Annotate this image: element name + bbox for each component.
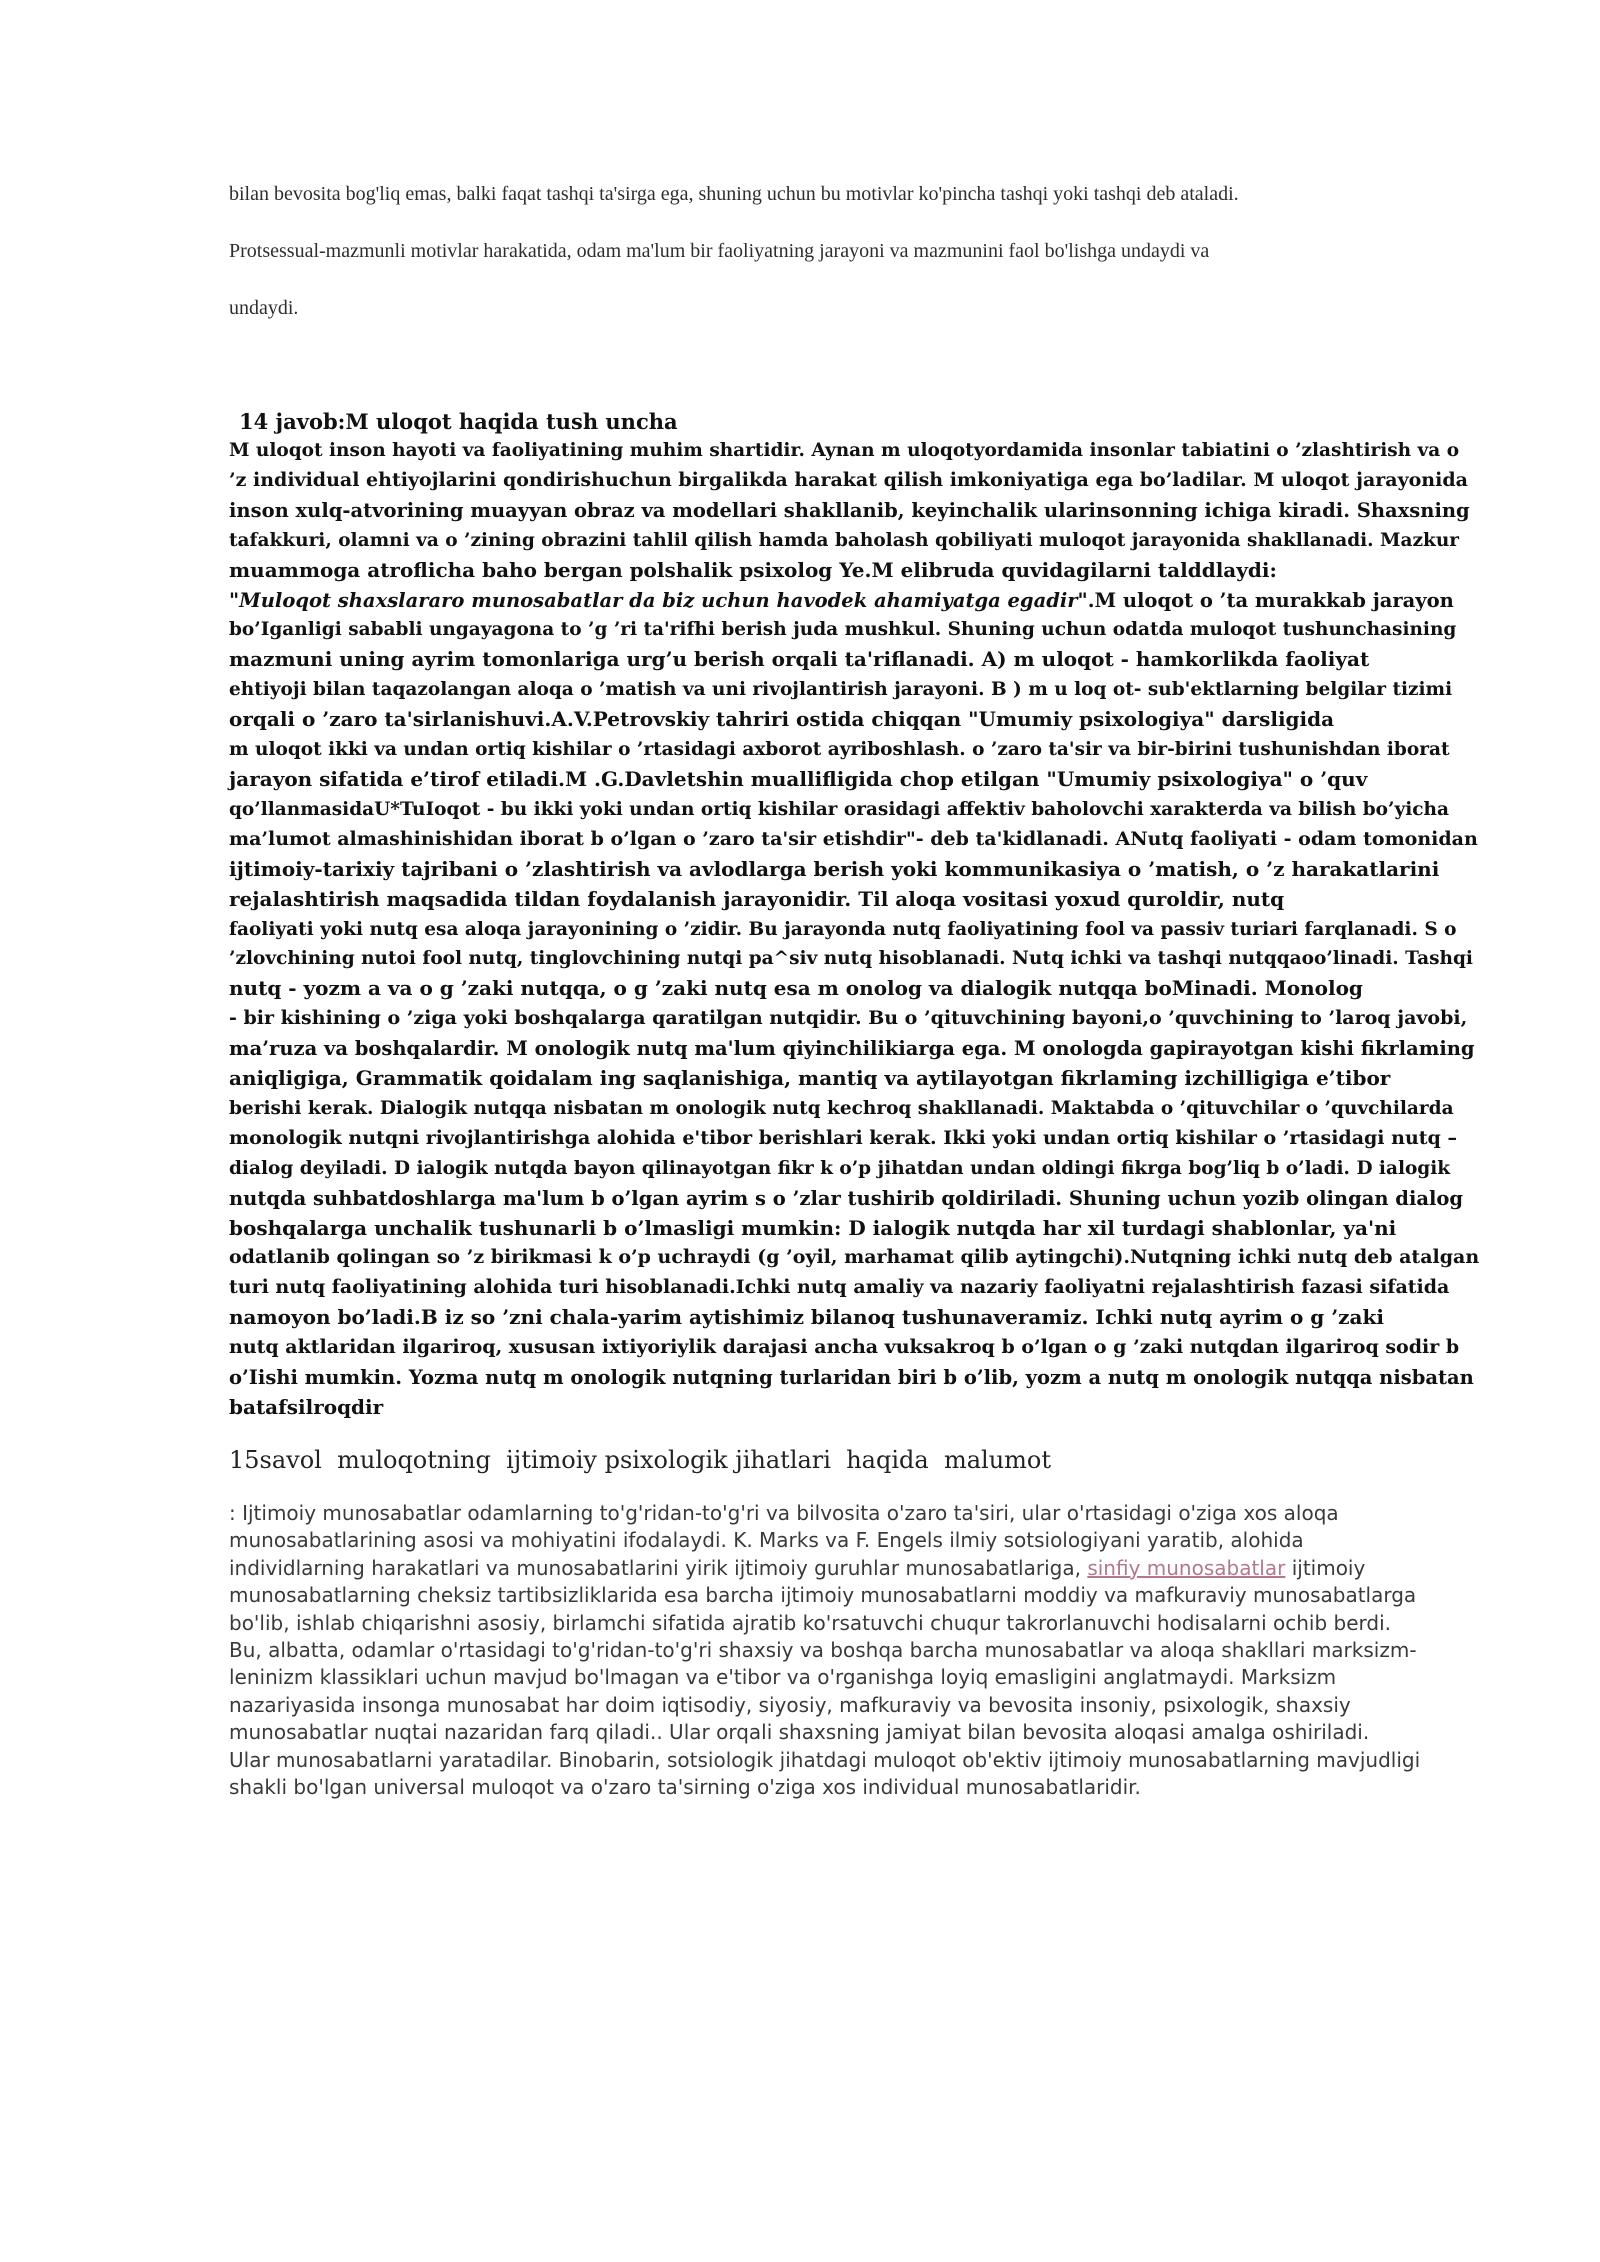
q15-line: Ular munosabatlarni yaratadilar. Binobarin, sotsiologik jihatdagi muloqot ob'ektiv ijtimoiy munosabatlarning mavjudligi (229, 1747, 1421, 1772)
q15-line: Bu, albatta, odamlar o'rtasidagi to'g'ridan-to'g'ri shaxsiy va boshqa barcha munosabatlar va aloqa shakllari marksizm- (229, 1638, 1417, 1663)
answer-line: odatlanib qolingan so ’z birikmasi k o’p uchraydi (g ’oyil, marhamat qilib aytingchi).Nutqning ichki nutq deb atalgan (229, 1246, 1480, 1269)
q15-line: munosabatlar nuqtai nazaridan farq qiladi.. Ular orqali shaxsning jamiyat bilan bevosita aloqasi amalga oshiriladi. (229, 1720, 1370, 1745)
answer-line: tafakkuri, olamni va o ’zining obrazini tahlil qilish hamda baholash qobiliyati muloqot jarayonida shakllanadi. Mazkur (229, 529, 1460, 551)
answer-line: orqali o ’zaro ta'sirlanishuvi.A.V.Petrovskiy tahriri ostida chiqqan "Umumiy psixologiya" darsligida (229, 707, 1335, 732)
q15-line-before-link: individlarning harakatlari va munosabatlarini yirik ijtimoiy guruhlar munosabatlariga, (229, 1555, 1088, 1580)
meliubruda-quote: "Muloqot shaxslararo munosabatlar da biz uchun havodek ahamiyatga egadir" (229, 588, 1088, 612)
answer-line: ma’ruza va boshqalardir. M onologik nutq ma'lum qiyinchilikiarga ega. M onologda gapirayotgan kishi fikrlaming (229, 1037, 1475, 1061)
question-15-heading: 15savol muloqotning ijtimoiy psixologik jihatlari haqida malumot (229, 1446, 1051, 1474)
q15-line: nazariyasida insonga munosabat har doim iqtisodiy, siyosiy, mafkuraviy va bevosita insoniy, psixologik, shaxsiy (229, 1692, 1351, 1717)
answer-line: - bir kishining o ’ziga yoki boshqalarga qaratilgan nutqidir. Bu o ’qituvchining bayoni,o ’quvchining to ’laroq javobi, (229, 1007, 1468, 1030)
answer-line: jarayon sifatida e’tirof etiladi.M .G.Davletshin muallifligida chop etilgan "Umumiy psixologiya" o ’quv (229, 766, 1368, 791)
q15-line: : Ijtimoiy munosabatlar odamlarning to'g'ridan-to'g'ri va bilvosita o'zaro ta'siri, ular o'rtasidagi o'ziga xos aloqa (229, 1501, 1339, 1525)
q15-line-with-link (229, 1555, 1489, 1582)
q15-line: bo'lib, ishlab chiqarishni asosiy, birlamchi sifatida ajratib ko'rsatuvchi chuqur takrorlanuvchi hodisalarni ochib berdi. (229, 1610, 1391, 1635)
answer-line: m uloqot ikki va undan ortiq kishilar o ’rtasidagi axborot ayriboshlash. o ’zaro ta'sir va bir-birini tushunishdan iborat (229, 739, 1450, 761)
answer-line: nutq - yozm a va o g ’zaki nutqqa, o g ’zaki nutq esa m onolog va dialogik nutqqa boMinadi. Monolog (229, 976, 1363, 1001)
answer-line: ma’lumot almashinishidan iborat b o’lgan o ’zaro ta'sir etishdir"- deb ta'kidlanadi. ANutq faoliyati - odam tomonidan (229, 827, 1478, 850)
answer-line: muammoga atroflicha baho bergan polshalik psixolog Ye.M elibruda quvidagilarni talddlaydi: (229, 557, 1277, 582)
answer-quote-line (229, 586, 1479, 616)
answer-line: mazmuni uning ayrim tomonlariga urg’u berish orqali ta'riflanadi. A) m uloqot - hamkorlikda faoliyat (229, 647, 1370, 672)
answer-line: o’Iishi mumkin. Yozma nutq m onologik nutqning turlaridan biri b o’lib, yozm a nutq m onologik nutqqa nisbatan (229, 1366, 1474, 1390)
answer-line: rejalashtirish maqsadida tildan foydalanish jarayonidir. Til aloqa vositasi yoxud quroldir, nutq (229, 886, 1285, 911)
answer-line: M uloqot inson hayoti va faoliyatining muhim shartidir. Aynan m uloqotyordamida insonlar tabiatini o ’zlashtirish va o (229, 440, 1460, 461)
answer-14-body (229, 436, 1479, 1423)
answer-line: turi nutq faoliyatining alohida turi hisoblanadi.Ichki nutq amaliy va nazariy faoliyatni rejalashtirish fazasi sifatida (229, 1276, 1450, 1299)
answer-line: batafsilroqdir (229, 1395, 384, 1419)
answer-line: monologik nutqni rivojlantirishga alohida e'tibor berishlari kerak. Ikki yoki undan ortiq kishilar o ’rtasidagi nutq – (229, 1126, 1457, 1149)
answer-line: inson xulq-atvorining muayyan obraz va modellari shakllanib, keyinchalik ularinsonning ichiga kiradi. Shaxsning (229, 498, 1470, 522)
q15-line-after-link: ijtimoiy (1285, 1555, 1366, 1580)
answer-line: nutq aktlaridan ilgariroq, xususan ixtiyoriylik darajasi ancha vuksakroq b o’lgan o g ’zaki nutqdan ilgariroq sodir b (229, 1336, 1460, 1359)
answer-line: aniqligiga, Grammatik qoidalam ing saqlanishiga, mantiq va aytilayotgan fikrlaming izchilligiga e’tibor (229, 1066, 1391, 1091)
question-15-body (229, 1500, 1489, 1801)
intro-paragraph-line: Protsessual-mazmunli motivlar harakatida, odam ma'lum bir faoliyatning jarayoni va mazmunini faol bo'lishga undaydi va (229, 240, 1210, 262)
answer-line: ’z individual ehtiyojlarini qondirishuchun birgalikda harakat qilish imkoniyatiga ega bo’ladilar. M uloqot jarayonida (229, 468, 1468, 491)
answer-line: ehtiyoji bilan taqazolangan aloqa o ’matish va uni rivojlantirish jarayoni. B ) m u loq ot- sub'ektlarning belgilar tizimi (229, 679, 1453, 701)
answer-line: dialog deyiladi. D ialogik nutqda bayon qilinayotgan fikr k o’p jihatdan undan oldingi fikrga bog’liq b o’ladi. D ialogik (229, 1157, 1451, 1179)
intro-paragraph-line: bilan bevosita bog'liq emas, balki faqat tashqi ta'sirga ega, shuning uchun bu motivlar ko'pincha tashqi yoki tashqi deb ataladi. (229, 183, 1239, 205)
answer-line: ijtimoiy-tarixiy tajribani o ’zlashtirish va avlodlarga berish yoki kommunikasiya o ’matish, o ’z harakatlarini (229, 856, 1440, 881)
quote-tail: .M uloqot o ’ta murakkab jarayon (1087, 588, 1454, 612)
answer-line: nutqda suhbatdoshlarga ma'lum b o’lgan ayrim s o ’zlar tushirib qoldiriladi. Shuning uchun yozib olingan dialog (229, 1186, 1464, 1210)
answer-line: berishi kerak. Dialogik nutqqa nisbatan m onologik nutq kechroq shakllanadi. Maktabda o ’qituvchilar o ’quvchilarda (229, 1097, 1454, 1119)
q15-line: leninizm klassiklari uchun mavjud bo'lmagan va e'tibor va o'rganishga loyiq emasligini anglatmaydi. Marksizm (229, 1665, 1337, 1690)
q15-line: shakli bo'lgan universal muloqot va o'zaro ta'sirning o'ziga xos individual munosabatlaridir. (229, 1775, 1141, 1800)
q15-line: munosabatlarining asosi va mohiyatini ifodalaydi. K. Marks va F. Engels ilmiy sotsiologiyani yaratib, alohida (229, 1528, 1304, 1553)
answer-line: bo’Iganligi sababli ungayagona to ’g ’ri ta'rifhi berish juda mushkul. Shuning uchun odatda muloqot tushunchasining (229, 619, 1457, 641)
answer-line: namoyon bo’ladi.B iz so ’zni chala-yarim aytishimiz bilanoq tushunaveramiz. Ichki nutq ayrim o g ’zaki (229, 1305, 1384, 1330)
answer-line: qo’llanmasidaU*TuIoqot - bu ikki yoki undan ortiq kishilar orasidagi affektiv baholovchi xarakterda va bilish bo’yicha (229, 798, 1449, 820)
answer-line: faoliyati yoki nutq esa aloqa jarayonining o ’zidir. Bu jarayonda nutq faoliyatining fool va passiv turiari farqlanadi. S o (229, 918, 1457, 940)
q15-line: munosabatlarning cheksiz tartibsizliklarida esa barcha ijtimoiy munosabatlarni moddiy va mafkuraviy munosabatlarga (229, 1583, 1417, 1608)
sinfiy-munosabatlar-link[interactable]: sinfiy munosabatlar (1087, 1555, 1286, 1580)
answer-line: ’zlovchining nutoi fool nutq, tinglovchining nutqi pa^siv nutq hisoblanadi. Nutq ichki va tashqi nutqqaoo’linadi. Tashqi (229, 948, 1473, 970)
answer-14-heading: 14 javob:M uloqot haqida tush uncha (239, 409, 678, 434)
answer-line: boshqalarga unchalik tushunarli b o’lmasligi mumkin: D ialogik nutqda har xil turdagi shablonlar, ya'ni (229, 1215, 1397, 1240)
intro-paragraph-line: undaydi. (229, 297, 299, 319)
